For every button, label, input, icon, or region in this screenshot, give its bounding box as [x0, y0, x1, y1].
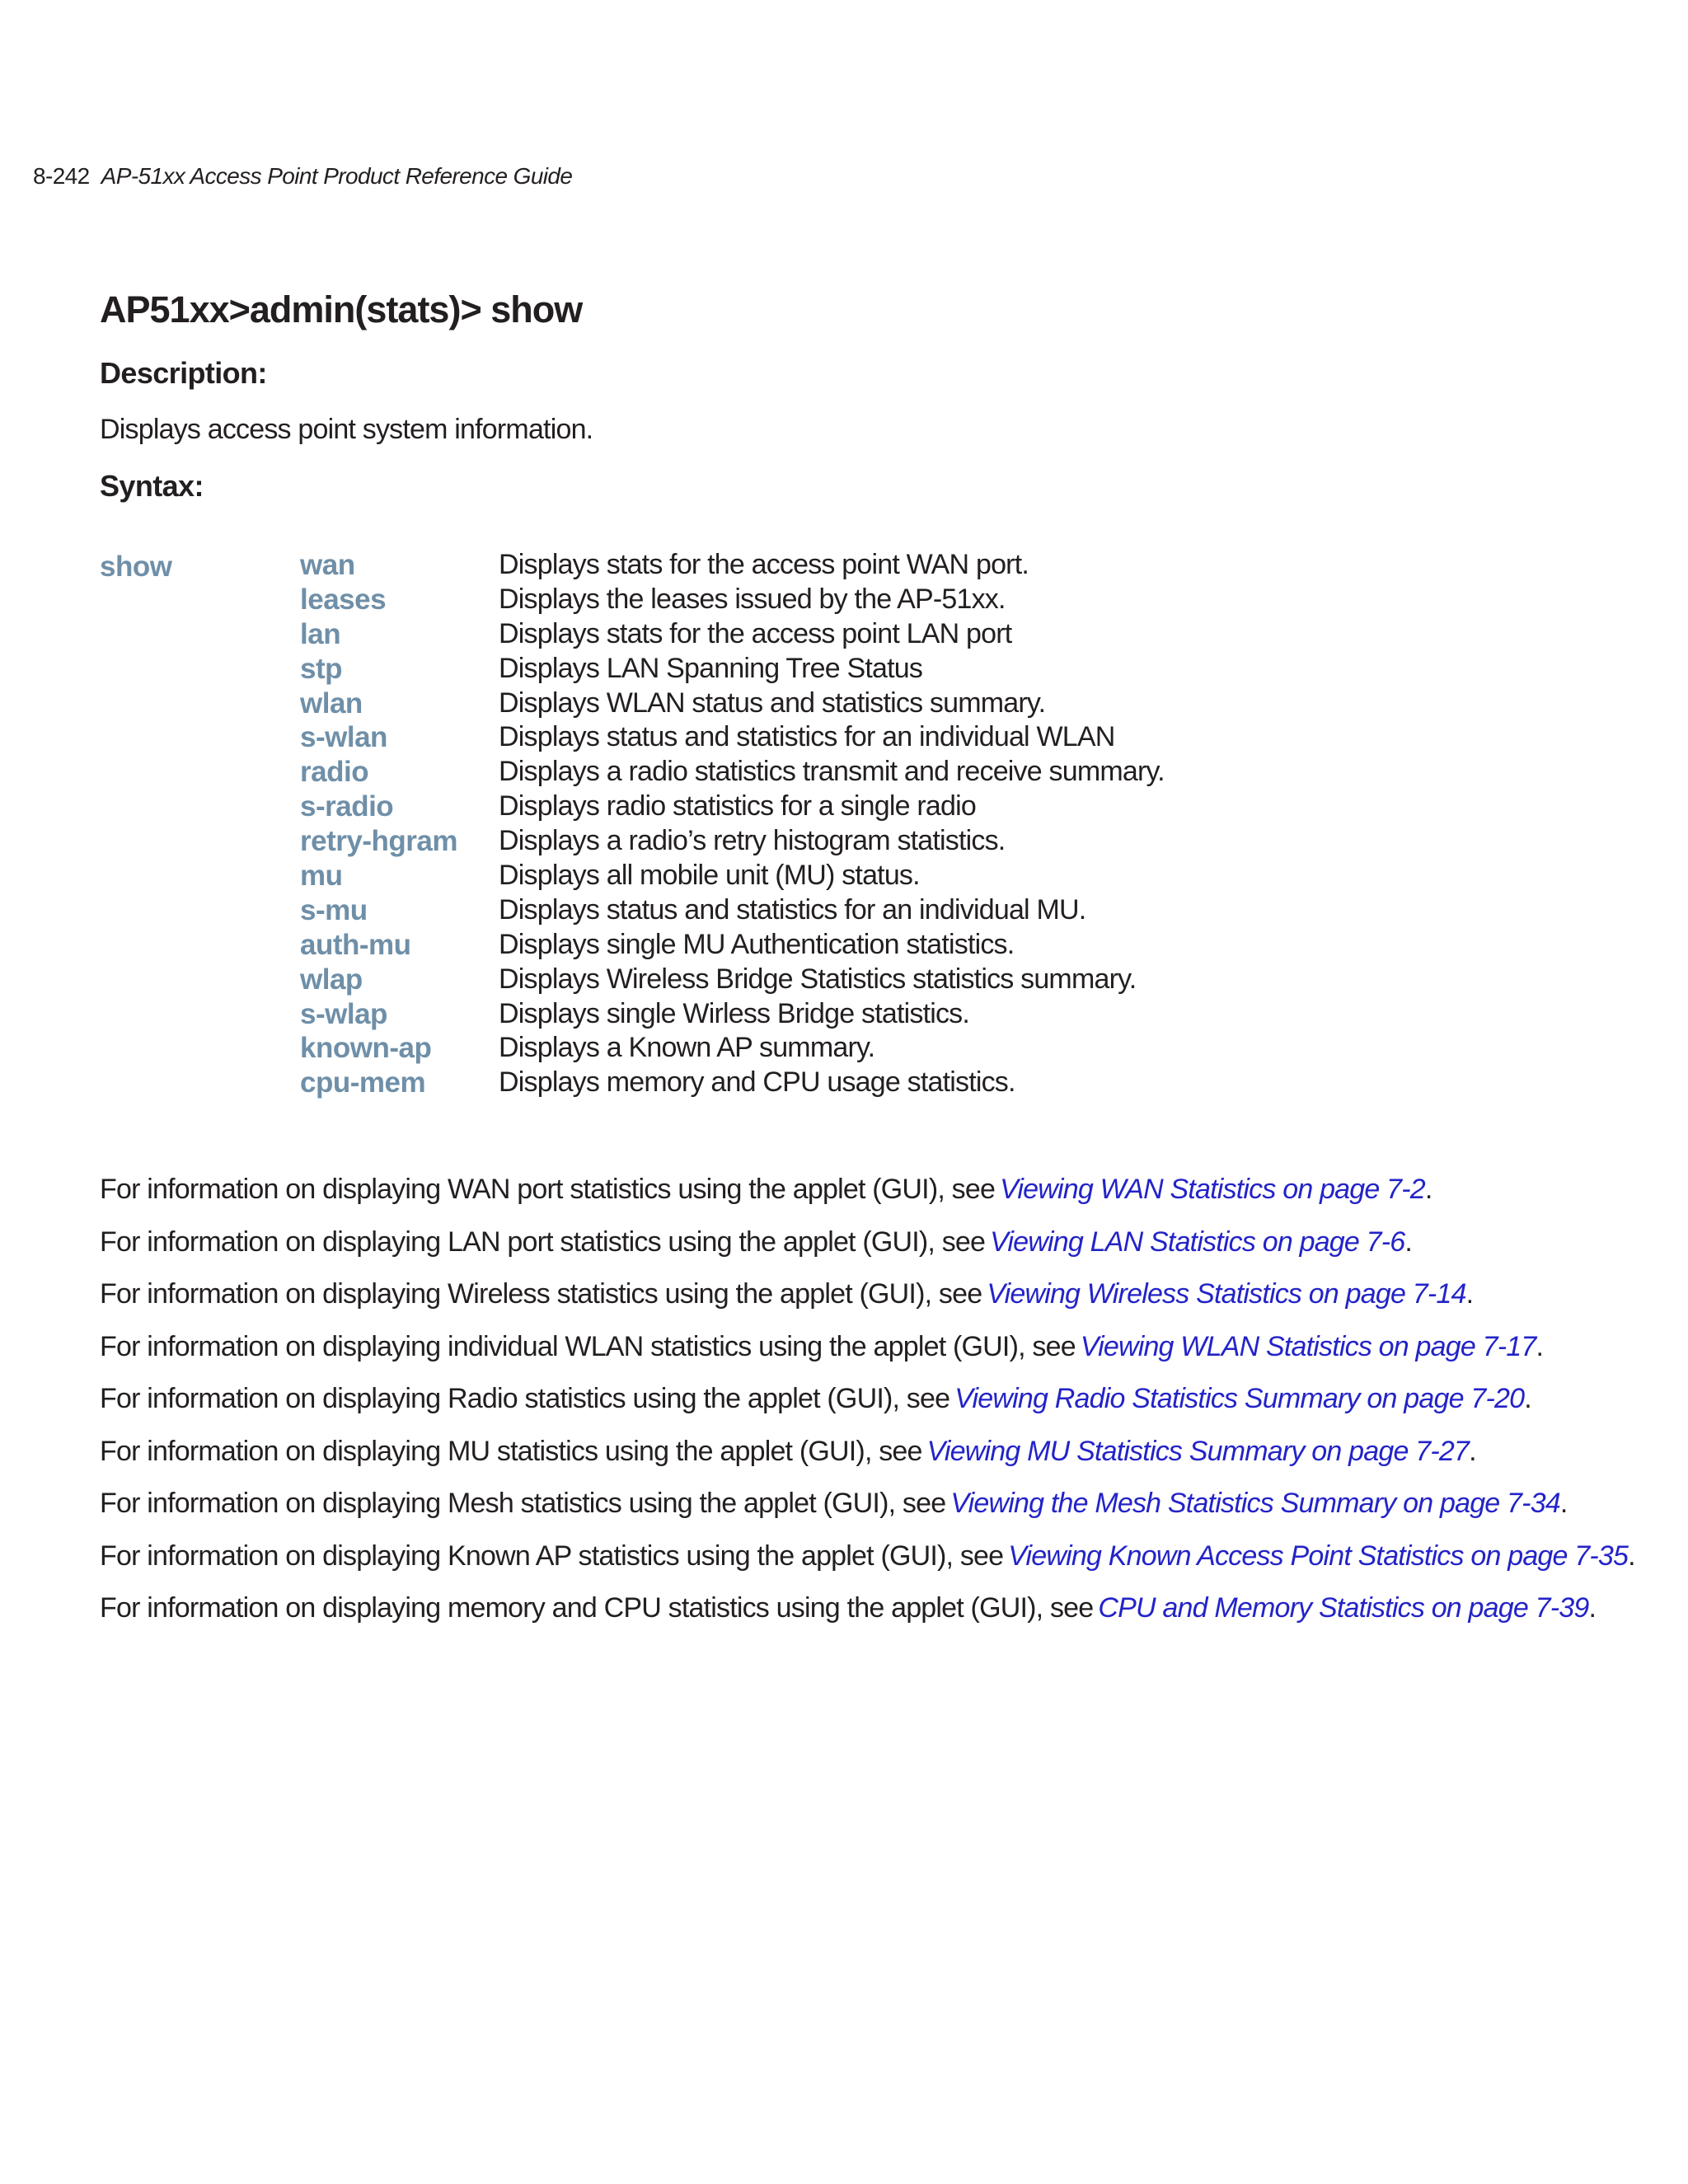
reference-link[interactable]: Viewing MU Statistics Summary on page 7-27 — [926, 1435, 1470, 1467]
syntax-parameter: s-wlap — [300, 997, 387, 1030]
syntax-parameter: cpu-mem — [300, 1066, 426, 1099]
syntax-description: Displays status and statistics for an individual WLAN — [499, 721, 1115, 753]
syntax-parameter: s-wlan — [300, 721, 387, 754]
reference-end: . — [1536, 1330, 1544, 1362]
syntax-parameter: lan — [300, 617, 341, 650]
syntax-row — [300, 583, 1454, 618]
syntax-parameter: known-ap — [300, 1032, 432, 1065]
syntax-row — [300, 929, 1454, 963]
syntax-row — [300, 998, 1454, 1033]
reference-line — [100, 1488, 1635, 1540]
syntax-row — [300, 963, 1454, 998]
syntax-description: Displays WLAN status and statistics summary. — [499, 687, 1046, 719]
syntax-row — [300, 618, 1454, 653]
reference-link[interactable]: Viewing LAN Statistics on page 7-6 — [990, 1226, 1405, 1258]
syntax-row — [300, 894, 1454, 929]
syntax-parameter: mu — [300, 860, 343, 893]
syntax-row — [300, 549, 1454, 583]
reference-line — [100, 1383, 1635, 1436]
reference-text: For information on displaying WAN port statistics using the applet (GUI), see — [100, 1174, 996, 1205]
syntax-row — [300, 756, 1454, 790]
reference-line — [100, 1226, 1635, 1279]
syntax-row — [300, 653, 1454, 687]
reference-link[interactable]: Viewing Wireless Statistics on page 7-14 — [987, 1278, 1466, 1310]
reference-end: . — [1404, 1226, 1413, 1258]
command-title: AP51xx>admin(stats)> show — [100, 288, 583, 330]
syntax-row — [300, 825, 1454, 860]
syntax-parameter: stp — [300, 652, 342, 685]
reference-text: For information on displaying Radio statistics using the applet (GUI), see — [100, 1383, 950, 1414]
syntax-command: show — [100, 551, 172, 583]
syntax-description: Displays Wireless Bridge Statistics statistics summary. — [499, 963, 1137, 995]
reference-list — [100, 1174, 1635, 1645]
reference-line — [100, 1278, 1635, 1331]
syntax-parameter: auth-mu — [300, 928, 411, 961]
syntax-parameter: radio — [300, 756, 369, 789]
syntax-description: Displays a radio’s retry histogram statistics. — [499, 825, 1006, 857]
syntax-parameter: wlan — [300, 687, 363, 719]
syntax-parameter: s-mu — [300, 893, 368, 926]
page-header — [33, 163, 572, 190]
reference-end: . — [1465, 1278, 1474, 1310]
syntax-parameter: retry-hgram — [300, 825, 457, 858]
reference-text: For information on displaying MU statistics using the applet (GUI), see — [100, 1435, 922, 1467]
syntax-description: Displays memory and CPU usage statistics. — [499, 1066, 1015, 1099]
syntax-description: Displays the leases issued by the AP-51xx. — [499, 583, 1006, 615]
syntax-description: Displays stats for the access point LAN port — [499, 617, 1012, 649]
reference-link[interactable]: Viewing WAN Statistics on page 7-2 — [1000, 1174, 1425, 1205]
reference-link[interactable]: Viewing WLAN Statistics on page 7-17 — [1080, 1330, 1536, 1362]
reference-link[interactable]: Viewing Known Access Point Statistics on page 7-35 — [1008, 1540, 1629, 1572]
syntax-row — [300, 1032, 1454, 1066]
syntax-description: Displays single MU Authentication statistics. — [499, 928, 1015, 960]
reference-line — [100, 1174, 1635, 1226]
syntax-parameter: leases — [300, 583, 387, 616]
guide-title: AP-51xx Access Point Product Reference Guide — [101, 163, 573, 189]
syntax-description: Displays all mobile unit (MU) status. — [499, 860, 920, 892]
syntax-heading: Syntax: — [100, 469, 204, 503]
syntax-description: Displays radio statistics for a single radio — [499, 790, 976, 823]
syntax-description: Displays stats for the access point WAN port. — [499, 549, 1029, 580]
syntax-description: Displays status and statistics for an individual MU. — [499, 893, 1086, 926]
reference-line — [100, 1540, 1635, 1593]
reference-line — [100, 1331, 1635, 1384]
syntax-description: Displays single Wirless Bridge statistics. — [499, 997, 970, 1029]
syntax-row — [300, 687, 1454, 722]
syntax-parameter: wan — [300, 549, 355, 581]
reference-line — [100, 1592, 1635, 1645]
syntax-parameter: wlap — [300, 963, 363, 996]
reference-text: For information on displaying Mesh statistics using the applet (GUI), see — [100, 1488, 946, 1519]
reference-link[interactable]: Viewing the Mesh Statistics Summary on page 7-34 — [950, 1488, 1560, 1519]
reference-end: . — [1469, 1435, 1476, 1467]
reference-text: For information on displaying Known AP statistics using the applet (GUI), see — [100, 1540, 1004, 1572]
syntax-row — [300, 860, 1454, 894]
reference-text: For information on displaying Wireless statistics using the applet (GUI), see — [100, 1278, 982, 1310]
syntax-row — [300, 1066, 1454, 1101]
reference-line — [100, 1436, 1635, 1488]
reference-end: . — [1524, 1383, 1531, 1414]
reference-text: For information on displaying memory and CPU statistics using the applet (GUI), see — [100, 1592, 1094, 1624]
syntax-parameter: s-radio — [300, 790, 394, 823]
description-heading: Description: — [100, 356, 267, 390]
syntax-table — [300, 549, 1454, 1101]
syntax-description: Displays a radio statistics transmit and receive summary. — [499, 756, 1165, 788]
reference-end: . — [1559, 1488, 1568, 1519]
syntax-description: Displays LAN Spanning Tree Status — [499, 652, 923, 684]
reference-text: For information on displaying individual WLAN statistics using the applet (GUI), see — [100, 1330, 1076, 1362]
reference-link[interactable]: Viewing Radio Statistics Summary on page 7-20 — [954, 1383, 1525, 1414]
reference-end: . — [1588, 1592, 1597, 1624]
reference-link[interactable]: CPU and Memory Statistics on page 7-39 — [1098, 1592, 1589, 1624]
reference-end: . — [1628, 1540, 1635, 1572]
syntax-row — [300, 790, 1454, 825]
description-text: Displays access point system information. — [100, 414, 593, 445]
reference-text: For information on displaying LAN port statistics using the applet (GUI), see — [100, 1226, 986, 1258]
syntax-description: Displays a Known AP summary. — [499, 1032, 875, 1064]
reference-end: . — [1424, 1174, 1432, 1205]
page-number: 8-242 — [33, 163, 90, 189]
syntax-row — [300, 721, 1454, 756]
